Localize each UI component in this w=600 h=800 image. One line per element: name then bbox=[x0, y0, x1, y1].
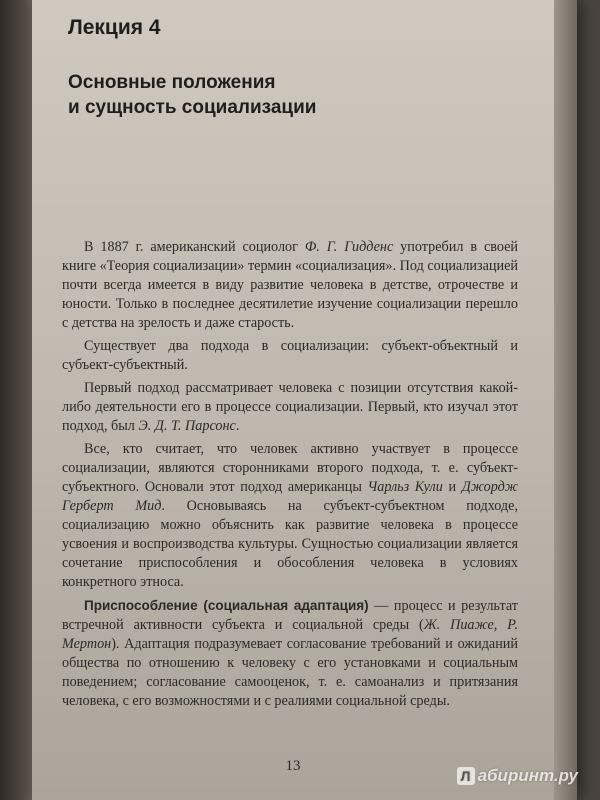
paragraph-1-text-b: употребил в своей книге «Теория социализации» термин «социализация». Под социализацией почти всегда имеется в виду развитие человека в детстве, отрочестве и юности. Только в последнее десятилетие изучение социализации перешло с детства на зрелость и даже старость. bbox=[62, 239, 518, 331]
author-name-giddens: Ф. Г. Гидденс bbox=[304, 239, 394, 255]
paragraph-1-text-a: В 1887 г. американский социолог bbox=[84, 239, 305, 255]
paragraph-4-text-a: Все, кто считает, что человек активно участвует в процессе социализации, являются сторонниками второго подхода, т. е. субъект-субъектного. Основали этот подход американцы bbox=[62, 441, 518, 495]
lecture-heading: Лекция 4 bbox=[68, 16, 161, 39]
watermark-text: абиринт.ру bbox=[477, 766, 578, 785]
author-name-parsons: Э. Д. Т. Парсонс bbox=[138, 418, 236, 434]
paragraph-4-text-b: . Основываясь на субъект-субъектном подходе, социализацию можно объяснить как развитие человека в процессе усвоения и воспроизводства культуры. Сущностью социализации является сочетание приспособления и обособления человека в условиях конкретного этноса. bbox=[62, 498, 518, 590]
body-text bbox=[62, 238, 518, 715]
author-name-cooley: Чарльз Кули bbox=[367, 479, 443, 495]
paragraph-5-text-a: — процесс и результат встречной активности субъекта и социальной среды ( bbox=[62, 598, 518, 633]
paragraph-4-conjunction: и bbox=[442, 479, 462, 495]
paragraph-1 bbox=[62, 238, 518, 333]
page-edge bbox=[554, 0, 577, 800]
paragraph-2 bbox=[62, 337, 518, 375]
author-names-piaget-merton: Ж. Пиаже, Р. Мертон bbox=[62, 617, 518, 652]
paragraph-5-text-b: ). Адаптация подразумевает согласование требований и ожиданий общества по отношению к человеку с его установками и социальным поведением; согласование самооценок, т. е. самоанализ и притязания человека, с его возможностями и с реалиями социальной среды. bbox=[62, 636, 518, 709]
paragraph-3 bbox=[62, 379, 518, 436]
paragraph-3-text-a: Первый подход рассматривает человека с позиции отсутствия какой-либо деятельности его в процессе социализации. Первый, кто изучал этот подход, был bbox=[62, 380, 518, 434]
paragraph-5 bbox=[62, 596, 518, 711]
chapter-title-line-2: и сущность социализации bbox=[68, 97, 317, 118]
page-number: 13 bbox=[285, 758, 301, 774]
chapter-title bbox=[68, 70, 488, 120]
author-name-mead: Джордж Герберт Мид bbox=[62, 479, 518, 514]
paragraph-4 bbox=[62, 440, 518, 592]
paragraph-3-text-b: . bbox=[235, 418, 240, 434]
term-adaptation: Приспособление (социальная адаптация) bbox=[84, 598, 369, 613]
watermark-logo bbox=[457, 766, 578, 786]
watermark-badge: Л bbox=[457, 767, 475, 785]
chapter-title-line-1: Основные положения bbox=[68, 72, 276, 93]
paragraph-2-text: Существует два подхода в социализации: субъект-объектный и субъект-субъектный. bbox=[62, 338, 518, 373]
book-page bbox=[32, 0, 577, 800]
